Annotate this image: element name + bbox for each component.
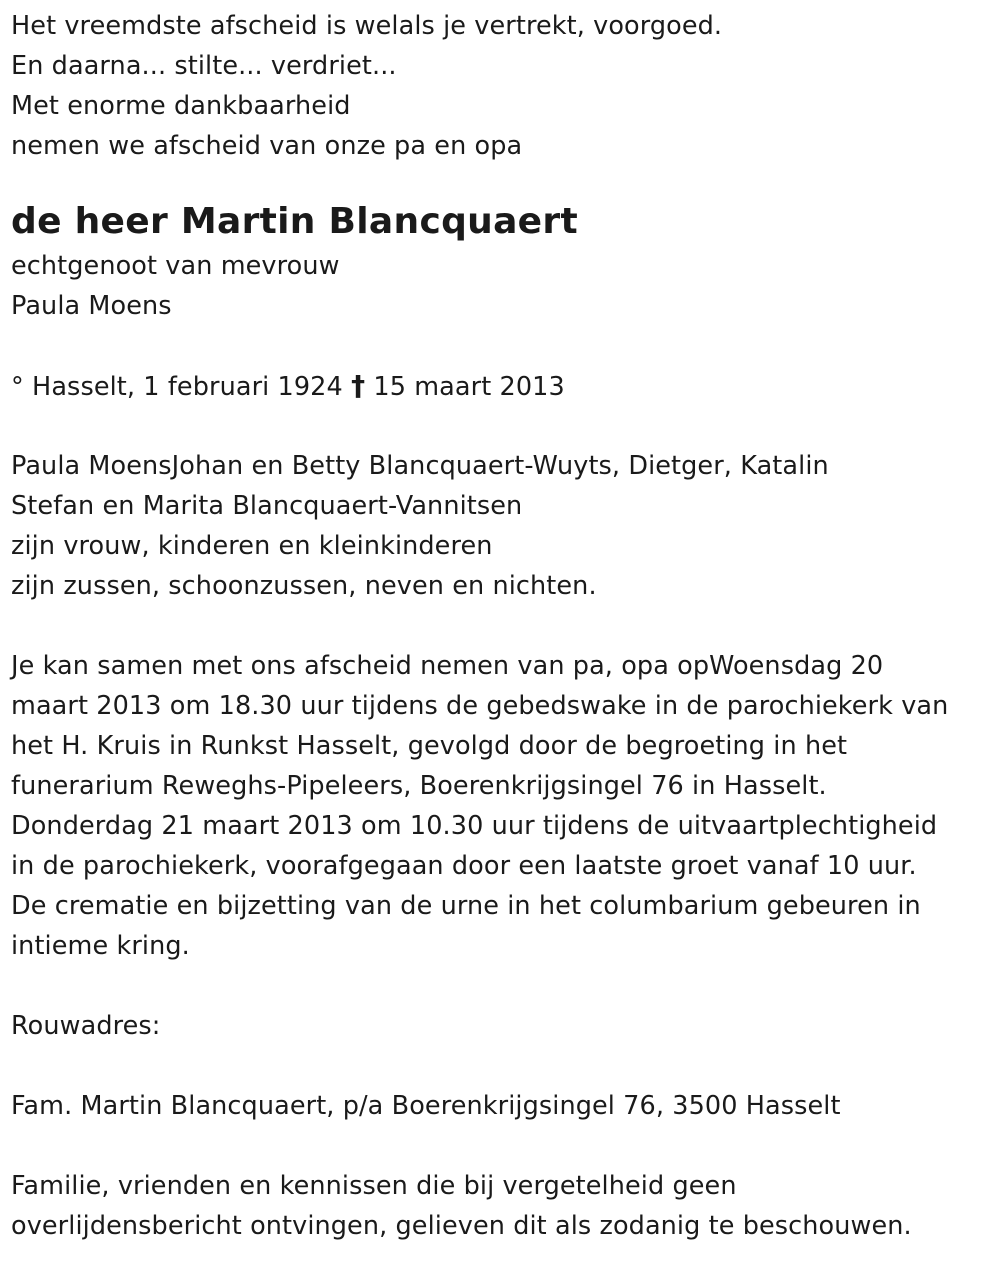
address-value: Fam. Martin Blancquaert, p/a Boerenkrijgsingel 76, 3500 Hasselt: [11, 1091, 841, 1121]
closing-line: Familie, vrienden en kennissen die bij vergetelheid geen: [11, 1171, 737, 1201]
spouse-name: Paula Moens: [11, 291, 172, 321]
ceremony-line: Donderdag 21 maart 2013 om 10.30 uur tijdens de uitvaartplechtigheid: [11, 811, 938, 841]
spacer: [11, 166, 1000, 194]
spouse-line: echtgenoot van mevrouw: [11, 251, 340, 281]
deceased-name: de heer Martin Blancquaert: [11, 201, 578, 242]
ceremony-line: in de parochiekerk, voorafgegaan door een laatste groet vanaf 10 uur.: [11, 851, 917, 881]
family-line: Stefan en Marita Blancquaert-Vannitsen: [11, 491, 523, 521]
intro-line: Het vreemdste afscheid is welals je vertrekt, voorgoed.: [11, 11, 723, 41]
intro-line: Met enorme dankbaarheid: [11, 91, 351, 121]
death-date: 15 maart 2013: [373, 372, 565, 402]
address-label: Rouwadres:: [11, 1011, 161, 1041]
ceremony-line: Je kan samen met ons afscheid nemen van pa, opa opWoensdag 20: [11, 651, 884, 681]
ceremony-line: intieme kring.: [11, 931, 190, 961]
ceremony-line: maart 2013 om 18.30 uur tijdens de gebedswake in de parochiekerk van: [11, 691, 949, 721]
intro-line: nemen we afscheid van onze pa en opa: [11, 131, 523, 161]
ceremony-line: funerarium Reweghs-Pipeleers, Boerenkrijgsingel 76 in Hasselt.: [11, 771, 827, 801]
closing-line: overlijdensbericht ontvingen, gelieven dit als zodanig te beschouwen.: [11, 1211, 912, 1241]
birth-date: ° Hasselt, 1 februari 1924: [11, 372, 343, 402]
family-line: zijn vrouw, kinderen en kleinkinderen: [11, 531, 493, 561]
life-dates: [11, 366, 1000, 406]
intro-verse: [11, 6, 1000, 166]
spacer: [11, 326, 1000, 366]
ceremony-line: De crematie en bijzetting van de urne in het columbarium gebeuren in: [11, 891, 921, 921]
family-line: zijn zussen, schoonzussen, neven en nichten.: [11, 571, 597, 601]
spacer: [11, 1126, 1000, 1166]
cross-icon: †: [351, 369, 366, 402]
intro-line: En daarna... stilte... verdriet...: [11, 51, 397, 81]
spacer: [11, 1046, 1000, 1086]
ceremony-details: [11, 646, 1000, 966]
spacer: [11, 966, 1000, 1006]
spacer: [11, 406, 1000, 446]
ceremony-line: het H. Kruis in Runkst Hasselt, gevolgd door de begroeting in het: [11, 731, 848, 761]
family-line: Paula MoensJohan en Betty Blancquaert-Wuyts, Dietger, Katalin: [11, 451, 829, 481]
family-list: [11, 446, 1000, 606]
closing-note: [11, 1166, 1000, 1246]
spacer: [11, 606, 1000, 646]
